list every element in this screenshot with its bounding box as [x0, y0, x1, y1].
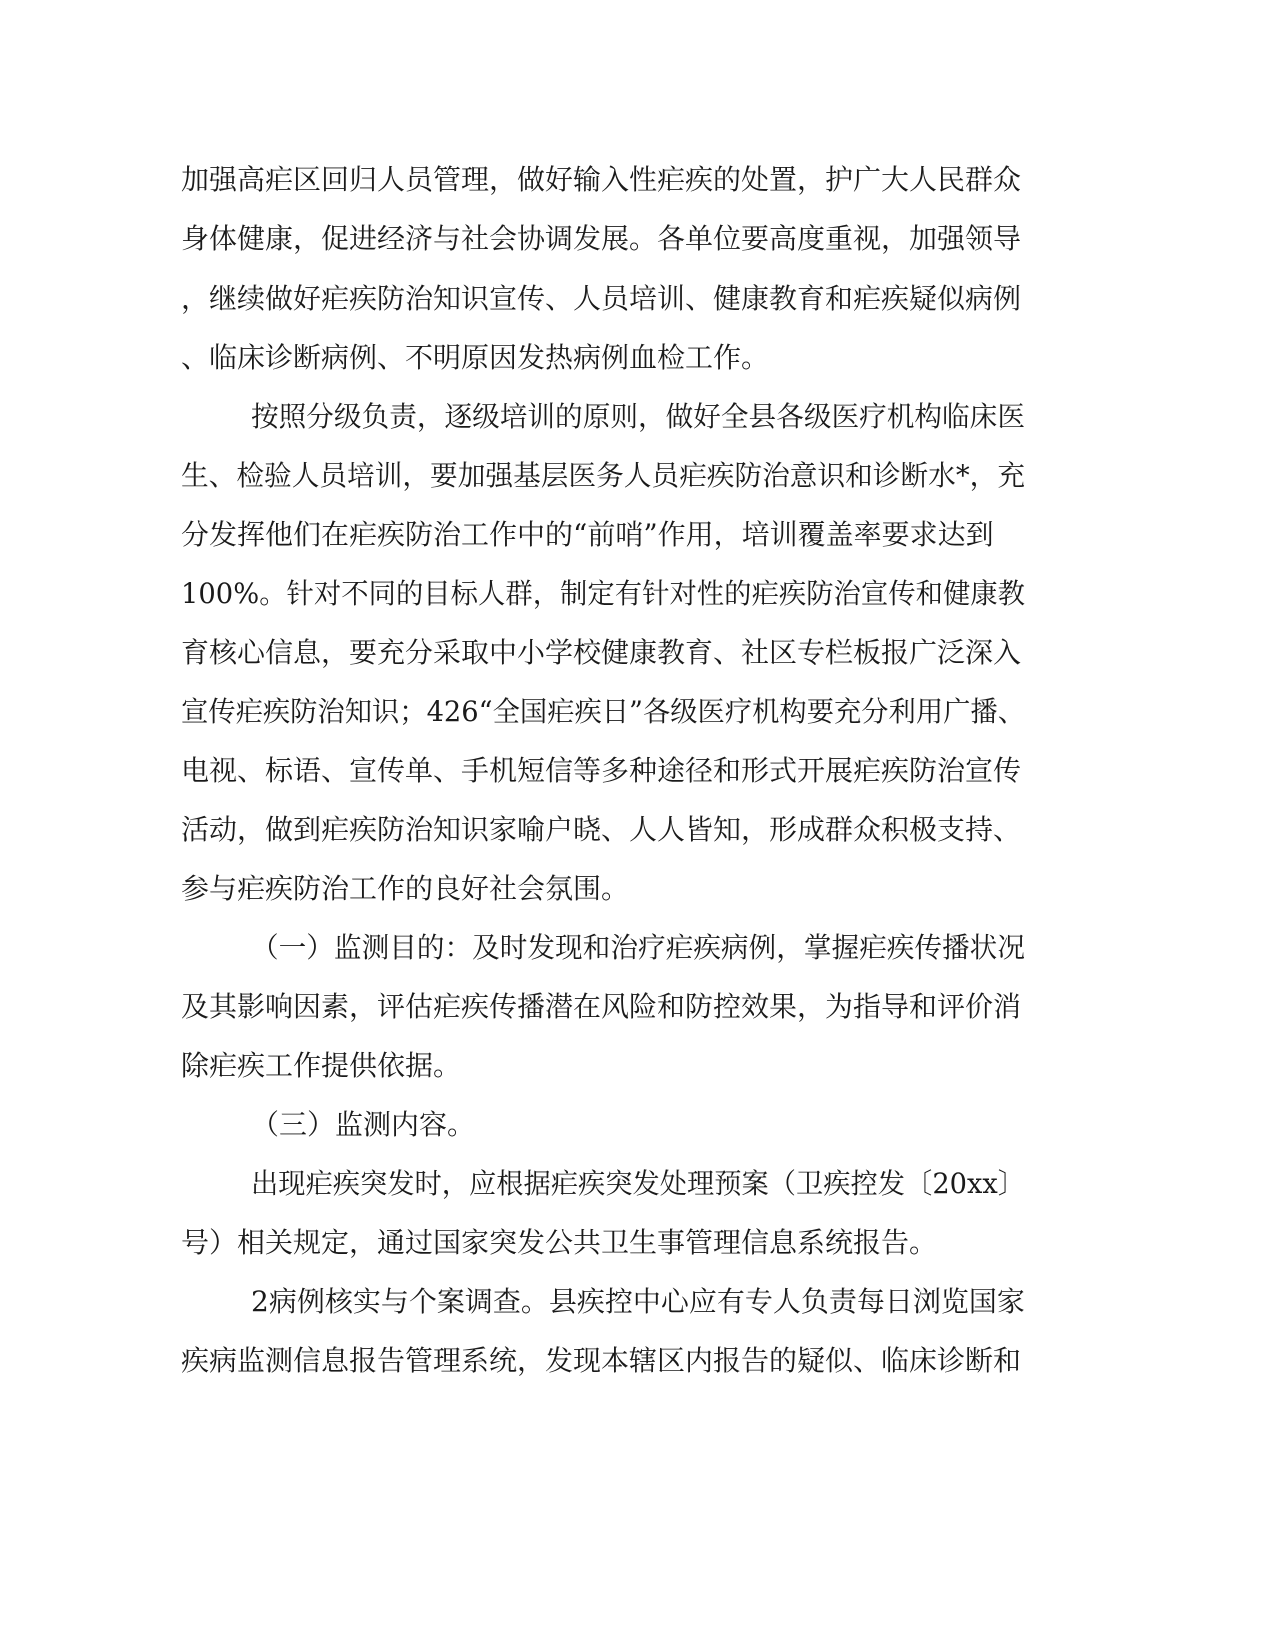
body-text-line — [0, 279, 1275, 319]
body-text-line — [0, 456, 1275, 496]
line-text: 分发挥他们在疟疾防治工作中的“前哨”作用，培训覆盖率要求达到 — [181, 518, 994, 551]
line-text: 出现疟疾突发时，应根据疟疾突发处理预案（卫疾控发〔20xx〕 — [251, 1167, 1025, 1200]
body-text-line — [0, 219, 1275, 259]
body-text-line — [0, 574, 1275, 614]
line-text: 电视、标语、宣传单、手机短信等多种途径和形式开展疟疾防治宣传 — [181, 754, 1022, 787]
body-text-line — [0, 1282, 1275, 1322]
line-text: 、临床诊断病例、不明原因发热病例血检工作。 — [181, 341, 770, 374]
body-text-line — [0, 1341, 1275, 1381]
body-text-line — [0, 810, 1275, 850]
body-text-line — [0, 633, 1275, 673]
body-text-line — [0, 1105, 1275, 1145]
line-text: 疾病监测信息报告管理系统，发现本辖区内报告的疑似、临床诊断和 — [181, 1344, 1022, 1377]
body-text-line — [0, 692, 1275, 732]
line-text: 100%。针对不同的目标人群，制定有针对性的疟疾防治宣传和健康教 — [181, 577, 1026, 610]
line-text: 除疟疾工作提供依据。 — [181, 1049, 462, 1082]
body-text-line — [0, 987, 1275, 1027]
line-text: 及其影响因素，评估疟疾传播潜在风险和防控效果，为指导和评价消 — [181, 990, 1022, 1023]
body-text-line — [0, 338, 1275, 378]
body-text-line — [0, 928, 1275, 968]
line-text: 身体健康，促进经济与社会协调发展。各单位要高度重视，加强领导 — [181, 222, 1022, 255]
body-text-line — [0, 397, 1275, 437]
line-text: 育核心信息，要充分采取中小学校健康教育、社区专栏板报广泛深入 — [181, 636, 1022, 669]
line-text: 宣传疟疾防治知识；426“全国疟疾日”各级医疗机构要充分利用广播、 — [181, 695, 1025, 728]
body-text-line — [0, 1046, 1275, 1086]
line-text: （一）监测目的：及时发现和治疗疟疾病例，掌握疟疾传播状况 — [251, 931, 1025, 964]
body-text-line — [0, 515, 1275, 555]
line-text: （三）监测内容。 — [251, 1108, 476, 1141]
line-text: 2病例核实与个案调查。县疾控中心应有专人负责每日浏览国家 — [251, 1285, 1025, 1318]
body-text-line — [0, 869, 1275, 909]
line-text: ，继续做好疟疾防治知识宣传、人员培训、健康教育和疟疾疑似病例 — [181, 282, 1022, 315]
body-text-line — [0, 1164, 1275, 1204]
body-text-line — [0, 751, 1275, 791]
line-text: 加强高疟区回归人员管理，做好输入性疟疾的处置，护广大人民群众 — [181, 163, 1022, 196]
line-text: 活动，做到疟疾防治知识家喻户晓、人人皆知，形成群众积极支持、 — [181, 813, 1022, 846]
line-text: 号）相关规定，通过国家突发公共卫生事管理信息系统报告。 — [181, 1226, 938, 1259]
line-text: 按照分级负责，逐级培训的原则，做好全县各级医疗机构临床医 — [251, 400, 1025, 433]
body-text-line — [0, 1223, 1275, 1263]
body-text-line — [0, 160, 1275, 200]
line-text: 参与疟疾防治工作的良好社会氛围。 — [181, 872, 630, 905]
line-text: 生、检验人员培训，要加强基层医务人员疟疾防治意识和诊断水*，充 — [181, 459, 1026, 492]
